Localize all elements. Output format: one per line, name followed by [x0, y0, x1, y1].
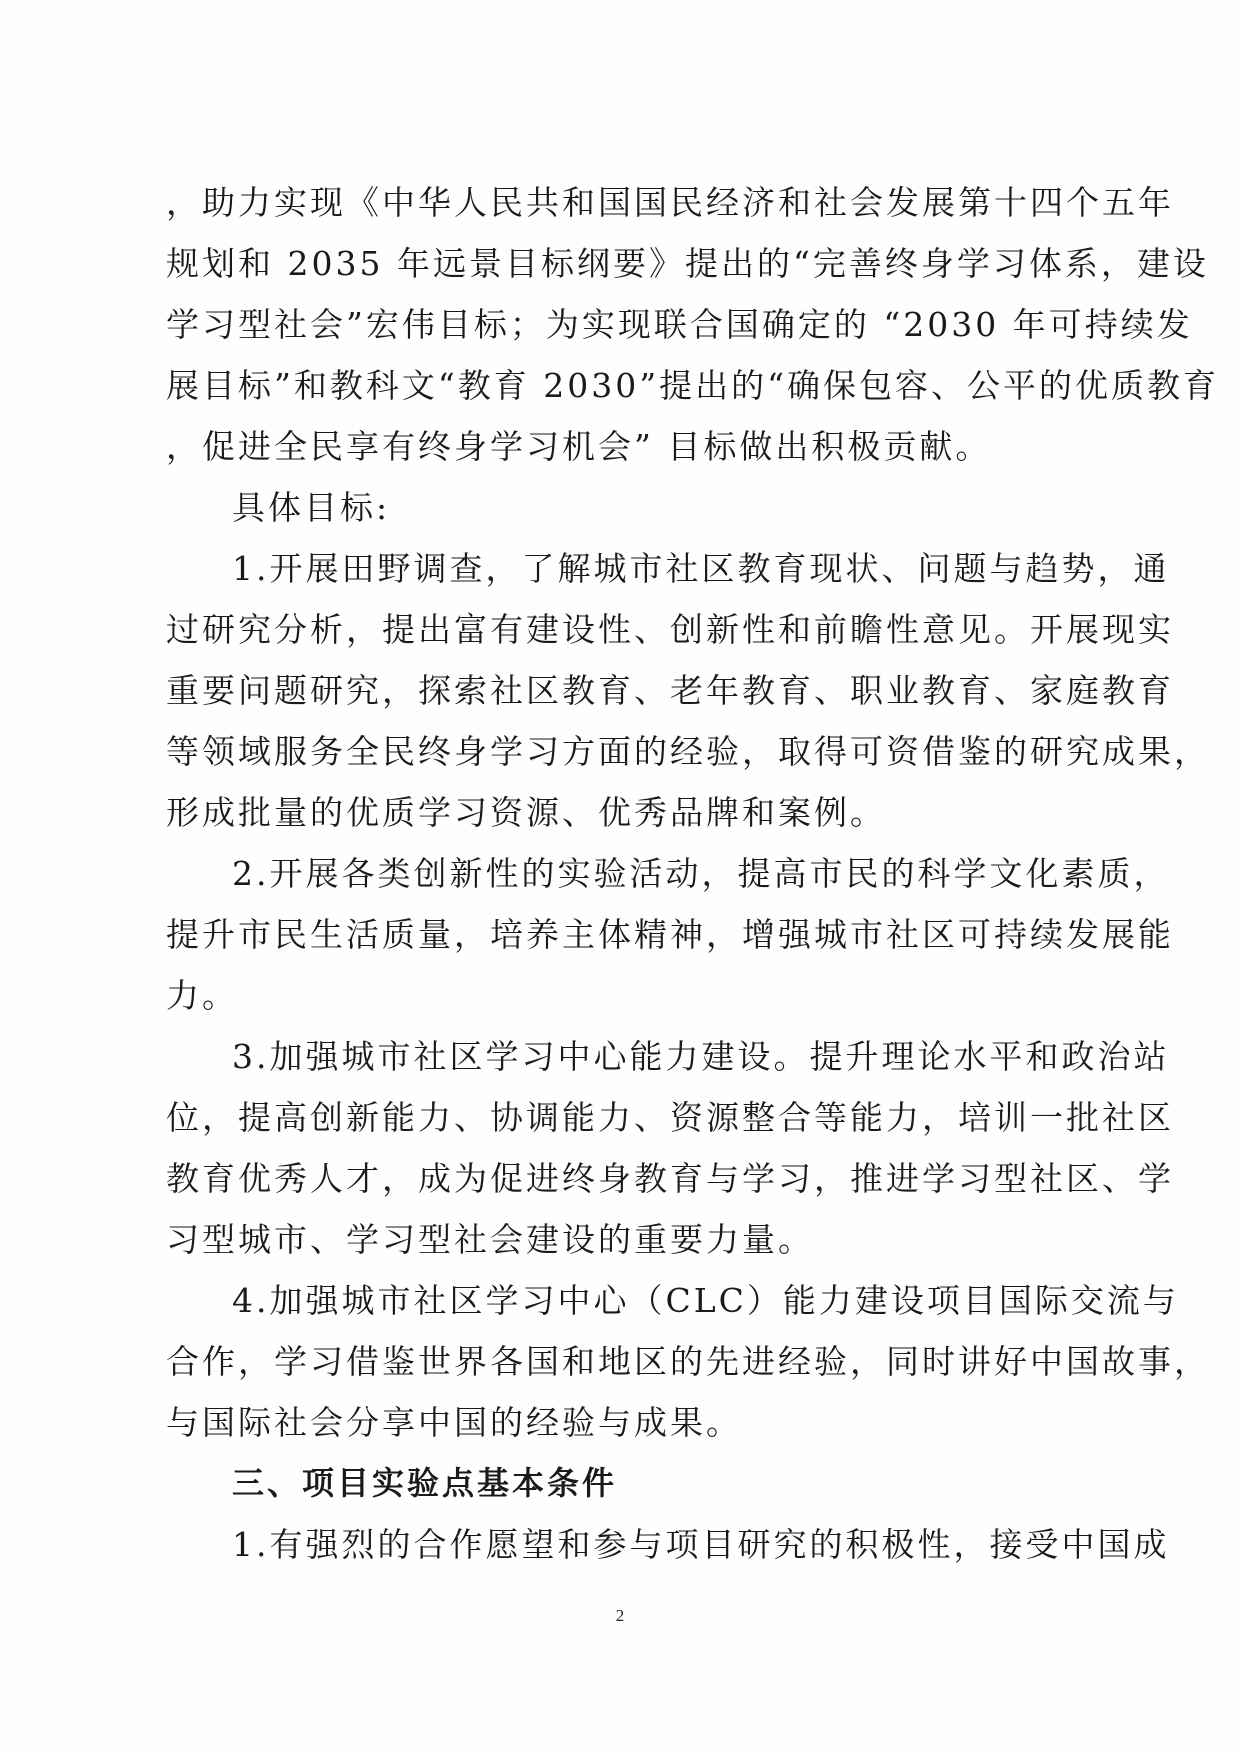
section-heading: 三、项目实验点基本条件	[232, 1464, 618, 1502]
text-line: 展目标”和教科文“教育 2030”提出的“确保包容、公平的优质教育	[166, 366, 1219, 405]
text-line: 过研究分析，提出富有建设性、创新性和前瞻性意见。开展现实	[166, 610, 1174, 649]
text-line: 提升市民生活质量，培养主体精神，增强城市社区可持续发展能	[166, 915, 1174, 954]
text-line: 形成批量的优质学习资源、优秀品牌和案例。	[166, 793, 886, 832]
text-line: ，助力实现《中华人民共和国国民经济和社会发展第十四个五年	[166, 183, 1174, 222]
document-body	[166, 172, 1219, 1575]
text-line: 学习型社会”宏伟目标；为实现联合国确定的 “2030 年可持续发	[166, 305, 1193, 344]
page-number: 2	[615, 1606, 625, 1625]
paragraph-goal-4-line: 4.加强城市社区学习中心（CLC）能力建设项目国际交流与	[232, 1281, 1179, 1320]
text-line: 位，提高创新能力、协调能力、资源整合等能力，培训一批社区	[166, 1098, 1174, 1137]
subheading-specific-goals: 具体目标:	[232, 488, 391, 527]
paragraph-goal-3-line: 3.加强城市社区学习中心能力建设。提升理论水平和政治站	[232, 1037, 1170, 1076]
text-line: 合作，学习借鉴世界各国和地区的先进经验，同时讲好中国故事，	[166, 1342, 1210, 1381]
paragraph-goal-1-line: 1.开展田野调查，了解城市社区教育现状、问题与趋势，通	[232, 549, 1170, 588]
paragraph-condition-1-line: 1.有强烈的合作愿望和参与项目研究的积极性，接受中国成	[232, 1525, 1170, 1564]
text-line: 重要问题研究，探索社区教育、老年教育、职业教育、家庭教育	[166, 671, 1174, 710]
text-line: 规划和 2035 年远景目标纲要》提出的“完善终身学习体系，建设	[166, 244, 1209, 283]
text-line: 教育优秀人才，成为促进终身教育与学习，推进学习型社区、学	[166, 1159, 1174, 1198]
text-line: 习型城市、学习型社会建设的重要力量。	[166, 1220, 814, 1259]
paragraph-goal-2-line: 2.开展各类创新性的实验活动，提高市民的科学文化素质，	[232, 854, 1170, 893]
text-line: ，促进全民享有终身学习机会” 目标做出积极贡献。	[166, 427, 992, 466]
text-line: 与国际社会分享中国的经验与成果。	[166, 1403, 742, 1442]
text-line: 力。	[166, 976, 238, 1015]
text-line: 等领域服务全民终身学习方面的经验，取得可资借鉴的研究成果，	[166, 732, 1210, 771]
